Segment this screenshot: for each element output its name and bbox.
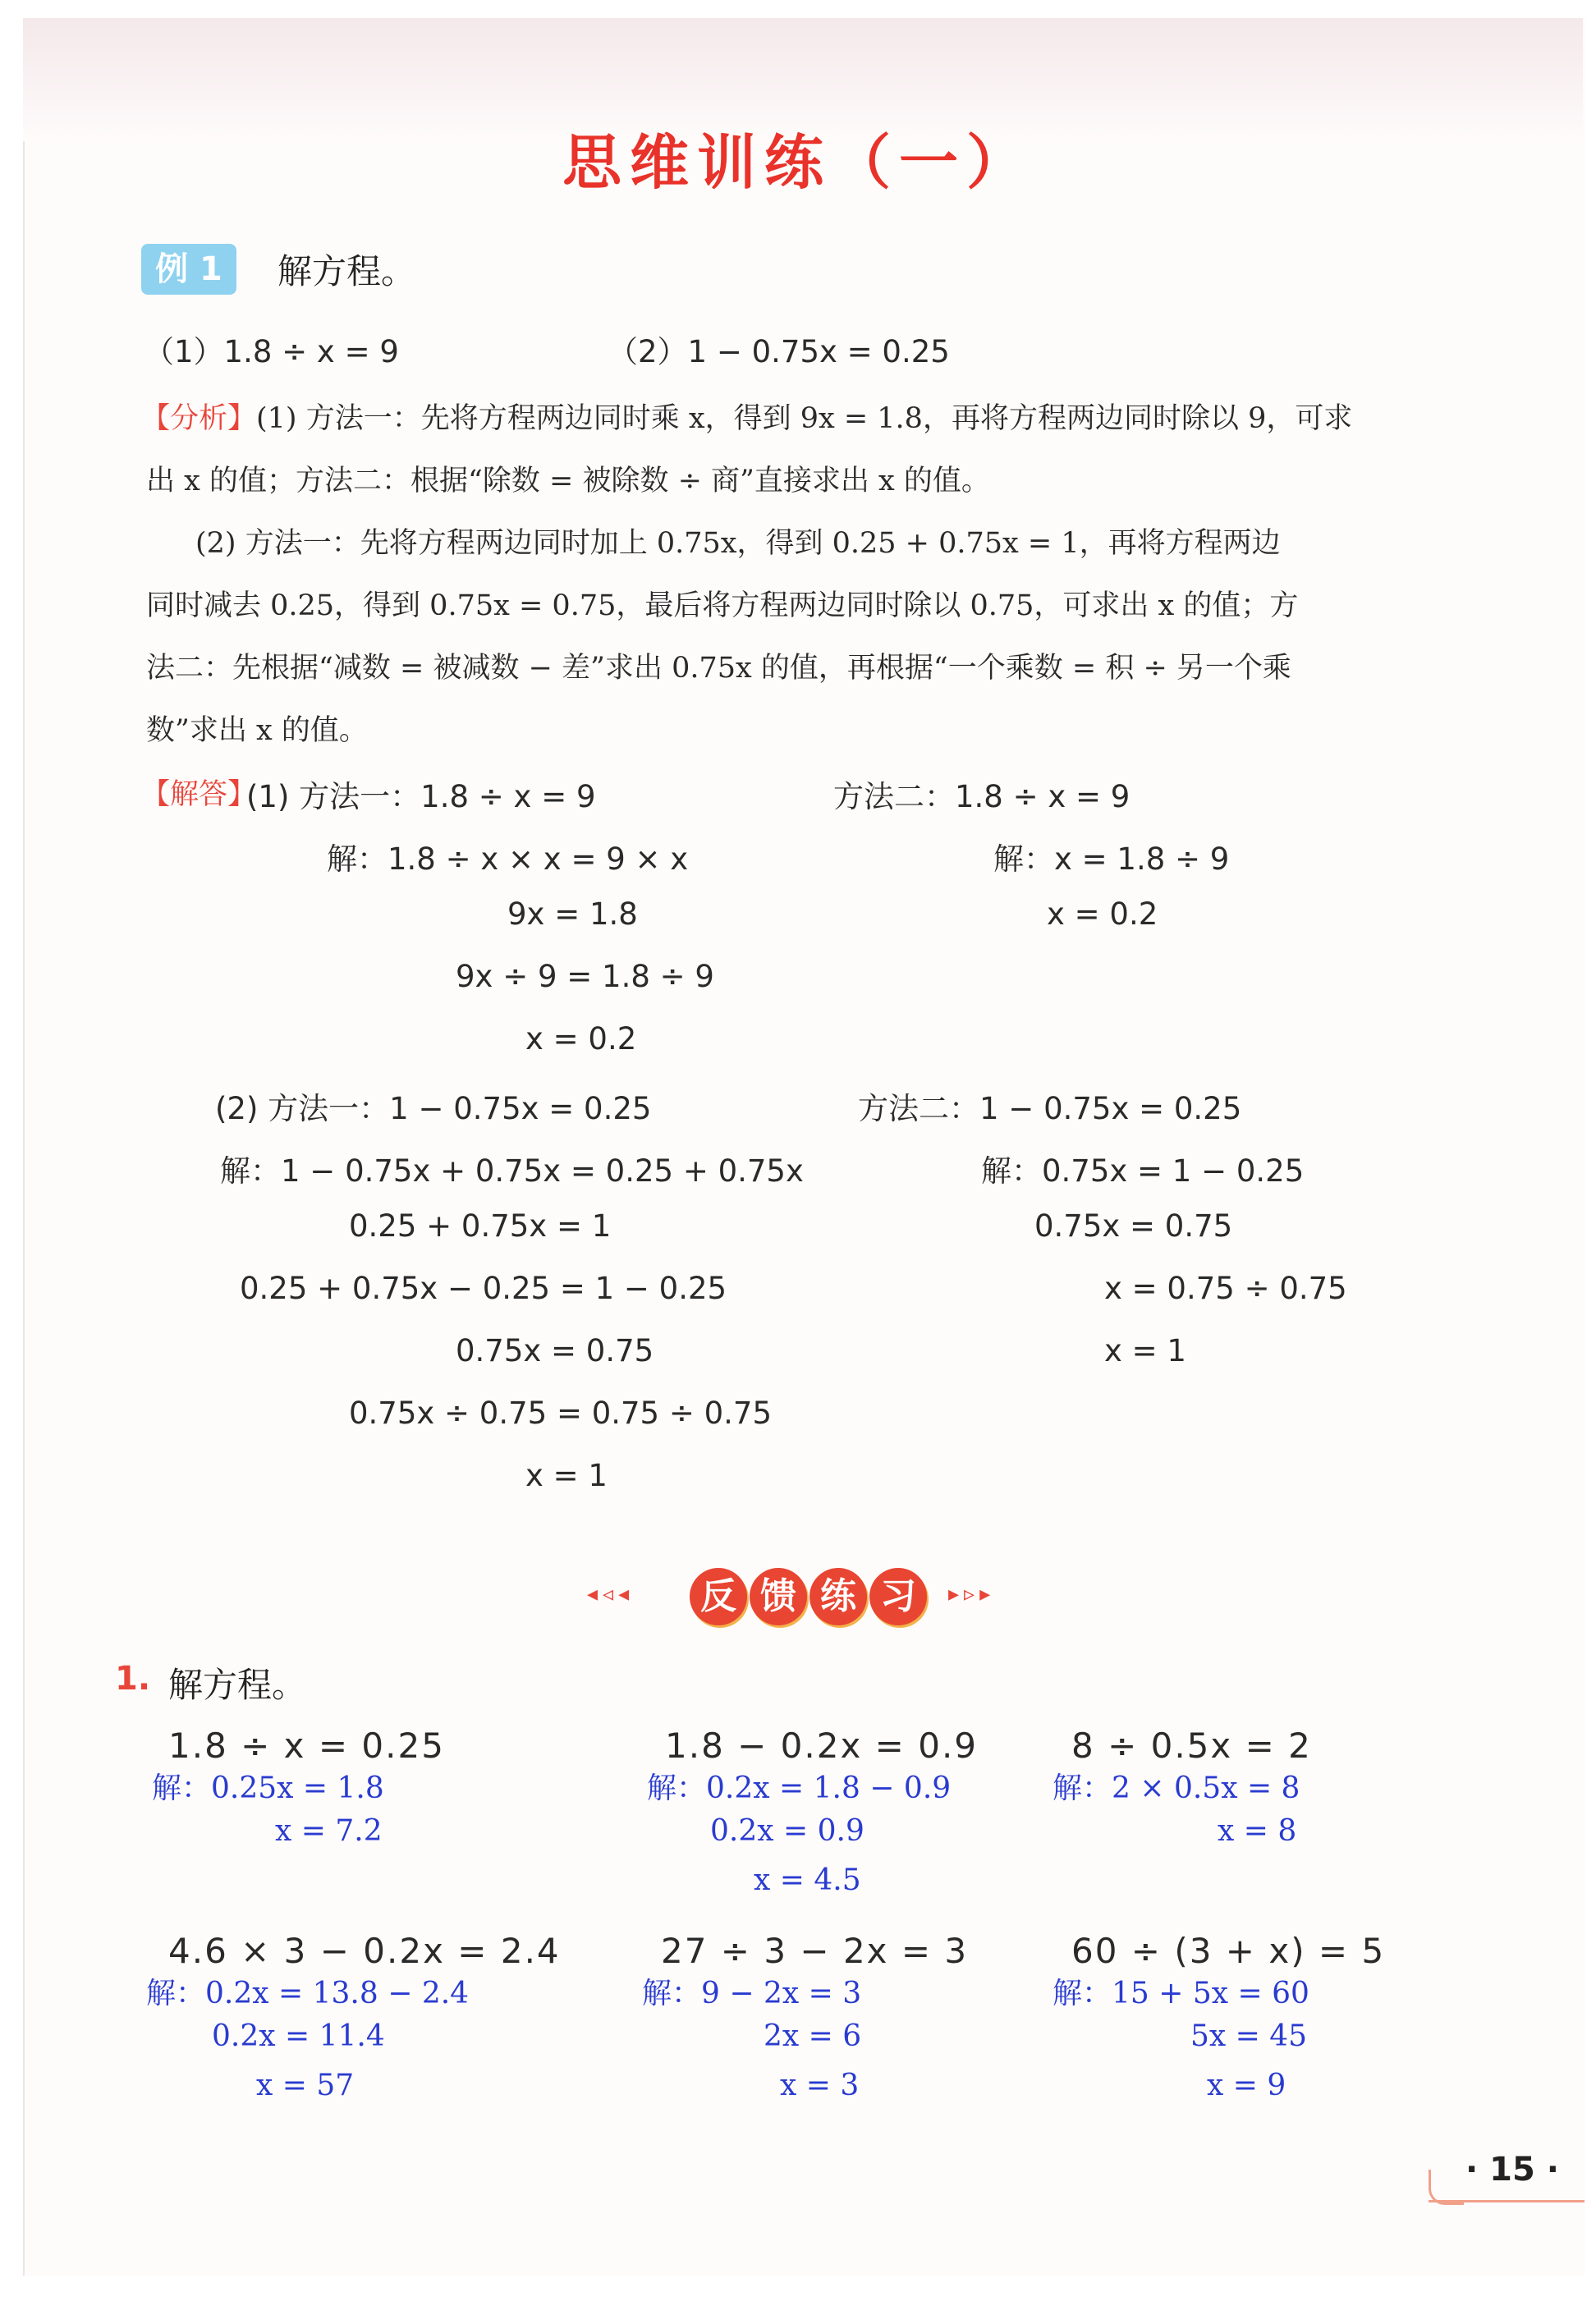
analysis-line: (1) 方法一：先将方程两边同时乘 x，得到 9x = 1.8，再将方程两边同时除以 9，可求 <box>256 402 1353 435</box>
example-problem-1: （1）1.8 ÷ x = 9 <box>144 334 399 369</box>
exercise-problem: 8 ÷ 0.5x = 2 <box>1071 1726 1312 1766</box>
exercise-problem: 27 ÷ 3 − 2x = 3 <box>661 1931 969 1971</box>
analysis-line: 同时减去 0.25，得到 0.75x = 0.75，最后将方程两边同时除以 0.75，可求出 x 的值；方 <box>146 589 1299 622</box>
page-title: 思维训练（一） <box>562 128 1034 197</box>
solution-line: (1) 方法一：1.8 ÷ x = 9 <box>246 779 596 814</box>
handwritten-answer: x = 3 <box>780 2069 860 2102</box>
left-arrows-icon: ◂◃◂ <box>587 1582 635 1607</box>
example-problem-2: （2）1 − 0.75x = 0.25 <box>608 334 950 369</box>
solution-line: (2) 方法一：1 − 0.75x = 0.25 <box>215 1091 652 1126</box>
solution-line: x = 0.2 <box>525 1021 637 1057</box>
handwritten-answer: x = 4.5 <box>754 1863 861 1897</box>
example-heading: 解方程。 <box>277 251 416 291</box>
analysis-tag: 【分析】 <box>141 402 257 435</box>
analysis-line: 数”求出 x 的值。 <box>146 714 368 747</box>
handwritten-answer: 0.2x = 0.9 <box>710 1814 864 1848</box>
solution-line: 9x = 1.8 <box>507 896 638 932</box>
solution-line: 方法二：1 − 0.75x = 0.25 <box>858 1091 1242 1126</box>
example-badge: 例 1 <box>141 244 236 295</box>
solution-line: x = 1 <box>525 1458 608 1493</box>
feedback-char: 练 <box>809 1568 867 1625</box>
handwritten-answer: x = 57 <box>256 2069 355 2102</box>
page-number: · 15 · <box>1465 2151 1559 2189</box>
handwritten-answer: 解：0.2x = 1.8 − 0.9 <box>647 1772 952 1805</box>
page-number-underline <box>1429 2200 1585 2202</box>
solution-line: 0.75x = 0.75 <box>456 1333 654 1368</box>
feedback-char: 反 <box>690 1568 747 1625</box>
feedback-practice-banner <box>587 1564 1030 1629</box>
solution-line: 解：1.8 ÷ x × x = 9 × x <box>327 841 689 877</box>
handwritten-answer: 解：9 − 2x = 3 <box>642 1977 862 2010</box>
handwritten-answer: 解：15 + 5x = 60 <box>1053 1977 1309 2010</box>
solution-line: 解：x = 1.8 ÷ 9 <box>993 841 1230 877</box>
analysis-line: (2) 方法一：先将方程两边同时加上 0.75x，得到 0.25 + 0.75x = 1，再将方程两边 <box>195 527 1281 560</box>
exercise-number: 1. <box>115 1660 151 1698</box>
handwritten-answer: x = 8 <box>1218 1814 1297 1848</box>
solution-line: 0.25 + 0.75x − 0.25 = 1 − 0.25 <box>240 1271 727 1306</box>
solution-line: 方法二：1.8 ÷ x = 9 <box>833 779 1130 814</box>
handwritten-answer: 2x = 6 <box>764 2019 862 2053</box>
analysis-line: 出 x 的值；方法二：根据“除数 = 被除数 ÷ 商”直接求出 x 的值。 <box>146 465 990 497</box>
solution-line: x = 0.2 <box>1047 896 1158 932</box>
handwritten-answer: 解：0.2x = 13.8 − 2.4 <box>146 1977 470 2010</box>
feedback-char: 习 <box>869 1568 927 1625</box>
solution-line: 解：1 − 0.75x + 0.75x = 0.25 + 0.75x <box>220 1153 804 1189</box>
solution-line: 0.75x = 0.75 <box>1034 1208 1233 1244</box>
handwritten-answer: 解：0.25x = 1.8 <box>152 1772 384 1805</box>
exercise-problem: 60 ÷ (3 + x) = 5 <box>1071 1931 1386 1971</box>
solution-tag: 【解答】 <box>141 778 257 811</box>
feedback-char: 馈 <box>750 1568 807 1625</box>
solution-line: 9x ÷ 9 = 1.8 ÷ 9 <box>456 959 714 994</box>
solution-line: 解：0.75x = 1 − 0.25 <box>981 1153 1305 1189</box>
solution-line: x = 1 <box>1104 1333 1186 1368</box>
handwritten-answer: x = 9 <box>1207 2069 1286 2102</box>
exercise-problem: 1.8 − 0.2x = 0.9 <box>665 1726 979 1766</box>
exercise-problem: 1.8 ÷ x = 0.25 <box>168 1726 445 1766</box>
handwritten-answer: 0.2x = 11.4 <box>212 2019 385 2053</box>
handwritten-answer: 解：2 × 0.5x = 8 <box>1053 1772 1300 1805</box>
exercise-instruction: 解方程。 <box>168 1665 307 1705</box>
solution-line: 0.75x ÷ 0.75 = 0.75 ÷ 0.75 <box>349 1396 773 1431</box>
solution-line: 0.25 + 0.75x = 1 <box>349 1208 612 1244</box>
right-arrows-icon: ▸▹▸ <box>948 1582 996 1607</box>
handwritten-answer: x = 7.2 <box>275 1814 383 1848</box>
exercise-problem: 4.6 × 3 − 0.2x = 2.4 <box>168 1931 561 1971</box>
analysis-line: 法二：先根据“减数 = 被减数 − 差”求出 0.75x 的值，再根据“一个乘数 = 积 ÷ 另一个乘 <box>146 652 1291 685</box>
handwritten-answer: 5x = 45 <box>1190 2019 1308 2053</box>
solution-line: x = 0.75 ÷ 0.75 <box>1104 1271 1347 1306</box>
